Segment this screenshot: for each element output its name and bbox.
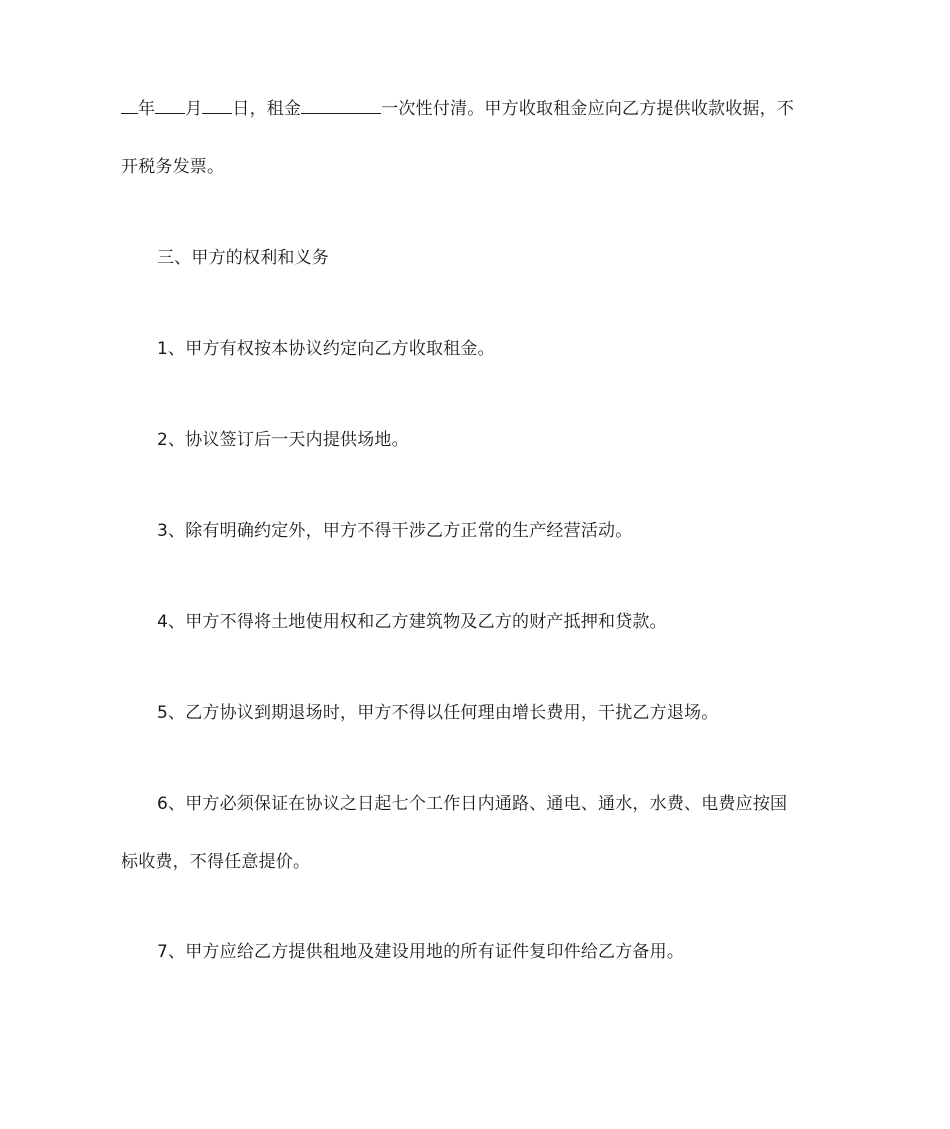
payment-clause-line-2: 开税务发票。	[121, 157, 225, 177]
clause-item-6-line-1: 6、甲方必须保证在协议之日起七个工作日内通路、通电、通水，水费、电费应按国	[157, 794, 788, 814]
clause-item-6-line-2: 标收费，不得任意提价。	[121, 852, 311, 872]
clause-item-2: 2、协议签订后一天内提供场地。	[157, 430, 409, 450]
clause-item-1: 1、甲方有权按本协议约定向乙方收取租金。	[157, 339, 495, 359]
year-suffix: 年	[138, 99, 156, 119]
month-blank	[155, 97, 185, 114]
clause-item-4: 4、甲方不得将土地使用权和乙方建筑物及乙方的财产抵押和贷款。	[157, 612, 667, 632]
payment-clause-line-1	[121, 97, 833, 121]
section-heading: 三、甲方的权利和义务	[157, 248, 329, 268]
payment-clause-text: 一次性付清。甲方收取租金应向乙方提供收款收据，不	[381, 99, 795, 119]
year-blank	[121, 97, 138, 114]
day-blank	[202, 97, 232, 114]
clause-item-5: 5、乙方协议到期退场时，甲方不得以任何理由增长费用，干扰乙方退场。	[157, 703, 719, 723]
clause-item-3: 3、除有明确约定外，甲方不得干涉乙方正常的生产经营活动。	[157, 521, 633, 541]
month-suffix: 月	[185, 99, 203, 119]
clause-item-7: 7、甲方应给乙方提供租地及建设用地的所有证件复印件给乙方备用。	[157, 942, 685, 962]
rent-amount-blank	[301, 97, 381, 114]
day-rent-label: 日，租金	[232, 99, 302, 119]
